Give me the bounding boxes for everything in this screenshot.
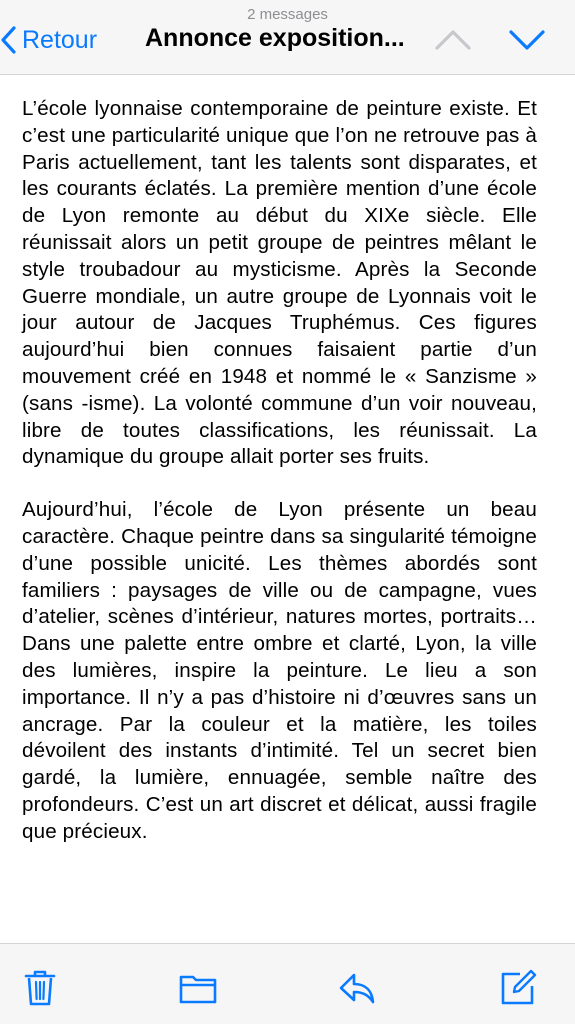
chevron-down-icon (507, 41, 547, 58)
paragraph: L’école lyonnaise contemporaine de peinture existe. Et c’est une particularité unique que l’on ne retrouve pas à Paris actuellement, tant les talents sont disparates, et les courants éclatés. La première mention d’une école de Lyon remonte au début du XIXe siècle. Elle réunissait alors un petit groupe de peintres mêlant le style troubadour au mysticisme. Après la Seconde Guerre mondiale, un autre groupe de Lyonnais voit le jour autour de Jacques Truphémus. Ces figures aujourd’hui bien connues faisaient partie d’un mouvement créé en 1948 et nommé le « Sanzisme » (sans -isme). La volonté commune d’un voir nouveau, libre de toutes classifications, les réunissait. La dynamique du groupe allait porter ses fruits. (22, 97, 537, 469)
compose-button[interactable] (498, 968, 538, 1008)
back-button[interactable] (0, 22, 97, 58)
folder-icon (178, 968, 218, 1008)
chevron-up-icon (433, 41, 473, 58)
navigation-bar (0, 0, 575, 75)
back-label: Retour (22, 25, 98, 54)
page-title: Annonce exposition... (145, 24, 405, 52)
trash-icon (20, 968, 60, 1008)
reply-icon (337, 968, 377, 1008)
reply-button[interactable] (337, 968, 377, 1008)
message-count: 2 messages (247, 6, 328, 23)
message-body (22, 96, 537, 872)
next-message-button[interactable] (507, 24, 547, 54)
bottom-toolbar (0, 943, 575, 1024)
paragraph: Aujourd’hui, l’école de Lyon présente un beau caractère. Chaque peintre dans sa singularité témoigne d’une possible unicité. Les thèmes abordés sont familiers : paysages de ville ou de campagne, vues d’atelier, scènes d’intérieur, natures mortes, portraits… Dans une palette entre ombre et clarté, Lyon, la ville des lumières, inspire la peinture. Le lieu a son importance. Il n’y a pas d’histoire ni d’œuvres sans un ancrage. Par la couleur et la matière, les toiles dévoilent des instants d’intimité. Tel un secret bien gardé, la lumière, ennuagée, semble naître des profondeurs. C’est un art discret et délicat, aussi fragile que précieux. (22, 498, 537, 843)
trash-button[interactable] (20, 968, 60, 1008)
previous-message-button[interactable] (433, 24, 473, 54)
move-to-folder-button[interactable] (178, 968, 218, 1008)
compose-icon (498, 968, 538, 1008)
clipped-text-fragment (82, 74, 122, 80)
chevron-left-icon (0, 25, 18, 55)
